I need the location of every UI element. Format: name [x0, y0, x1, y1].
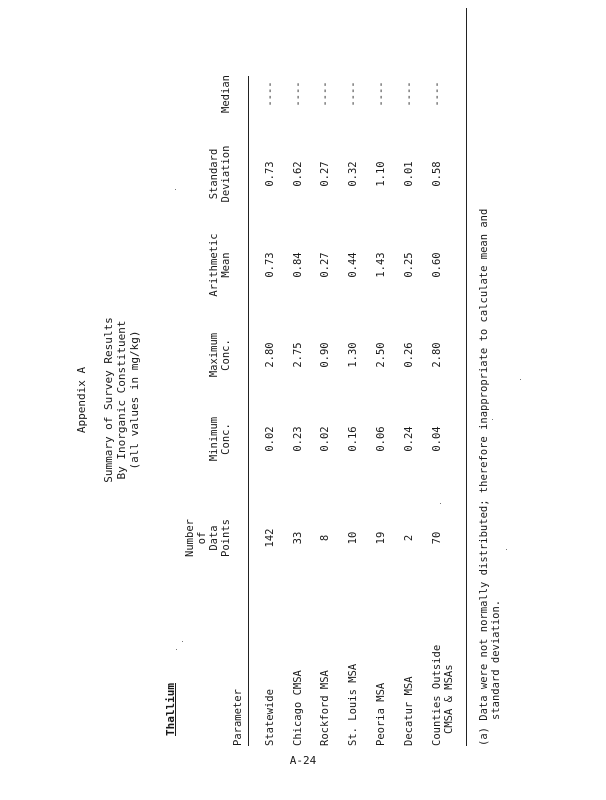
header-median: Median	[220, 75, 232, 113]
row-mean: 0.84	[292, 252, 304, 278]
row-n: 142	[264, 528, 276, 548]
row-n: 33	[292, 531, 304, 545]
header-rule	[248, 76, 249, 746]
row-parameter: Rockford MSA	[319, 670, 331, 746]
header-min: Minimum Conc.	[208, 416, 232, 462]
row-max: 0.26	[403, 342, 415, 368]
row-mean: 0.60	[431, 252, 443, 278]
row-max: 2.80	[431, 342, 443, 368]
row-median: ----	[431, 81, 443, 107]
row-min: 0.16	[347, 426, 359, 452]
row-sd: 0.62	[292, 161, 304, 187]
row-median: ----	[264, 81, 276, 107]
footnote-line-2: standard deviation.	[490, 599, 502, 720]
row-median: ----	[403, 81, 415, 107]
row-parameter: St. Louis MSA	[347, 663, 359, 746]
row-min: 0.24	[403, 426, 415, 452]
title-line-1: Summary of Survey Results	[102, 317, 115, 483]
footnote-line-1: (a) Data were not normally distributed; therefore inappropriate to calculate mean and	[478, 208, 490, 746]
row-median: ----	[319, 81, 331, 107]
row-n: 2	[403, 534, 415, 542]
header-max: Maximum Conc.	[208, 332, 232, 378]
appendix-label: Appendix A	[75, 366, 88, 434]
row-sd: 0.73	[264, 161, 276, 187]
header-n: Number of Data Points	[184, 519, 232, 557]
row-median: ----	[375, 81, 387, 107]
header-sd: Standard Deviation	[208, 145, 232, 203]
row-parameter: Chicago CMSA	[292, 670, 304, 746]
constituent-heading: Thallium	[164, 683, 177, 736]
row-parameter: Peoria MSA	[375, 682, 387, 746]
row-max: 1.30	[347, 342, 359, 368]
row-min: 0.04	[431, 426, 443, 452]
row-min: 0.23	[292, 426, 304, 452]
row-max: 2.50	[375, 342, 387, 368]
page-number: A-24	[289, 754, 317, 767]
row-max: 2.80	[264, 342, 276, 368]
row-n: 70	[431, 531, 443, 545]
header-parameter: Parameter	[232, 689, 244, 746]
row-min: 0.06	[375, 426, 387, 452]
row-mean: 1.43	[375, 252, 387, 278]
row-sd: 0.01	[403, 161, 415, 187]
row-mean: 0.25	[403, 252, 415, 278]
row-n: 10	[347, 531, 359, 545]
row-sd: 0.58	[431, 161, 443, 187]
row-mean: 0.73	[264, 252, 276, 278]
header-mean: Arithmetic Mean	[208, 233, 232, 297]
row-sd: 0.32	[347, 161, 359, 187]
row-mean: 0.44	[347, 252, 359, 278]
row-parameter: Counties Outside	[431, 644, 443, 746]
row-max: 2.75	[292, 342, 304, 368]
row-parameter: Statewide	[264, 689, 276, 746]
title-line-2: By Inorganic Constituent	[115, 320, 128, 480]
row-n: 19	[375, 531, 387, 545]
row-n: 8	[319, 534, 331, 542]
row-min: 0.02	[319, 426, 331, 452]
row-sd: 0.27	[319, 161, 331, 187]
row-parameter: Decatur MSA	[403, 676, 415, 746]
row-parameter-line2: CMSA & MSAs	[443, 664, 455, 734]
row-median: ----	[292, 81, 304, 107]
table-bottom-rule	[466, 8, 467, 746]
row-max: 0.90	[319, 342, 331, 368]
row-mean: 0.27	[319, 252, 331, 278]
row-sd: 1.10	[375, 161, 387, 187]
row-median: ----	[347, 81, 359, 107]
row-min: 0.02	[264, 426, 276, 452]
title-line-3: (all values in mg/kg)	[128, 330, 141, 470]
